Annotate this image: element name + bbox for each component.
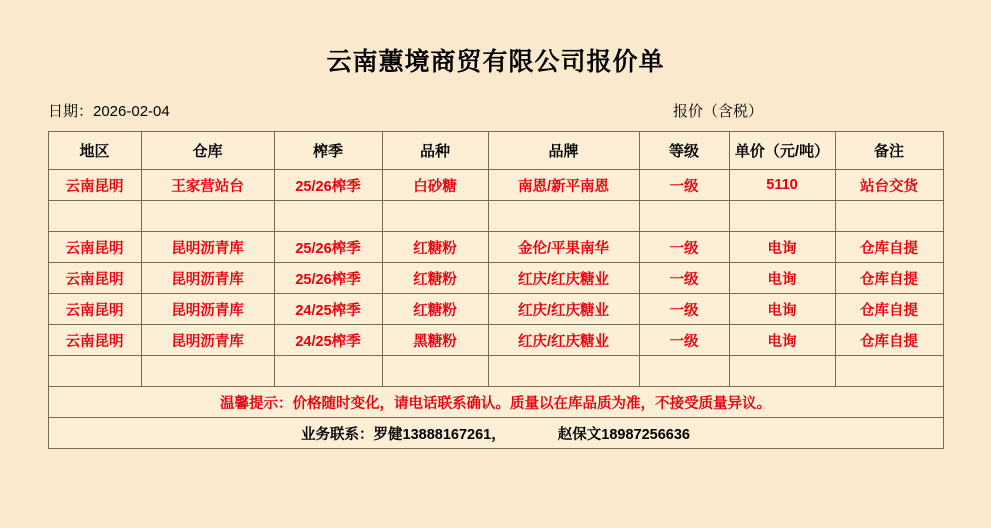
cell-remark: 站台交货	[835, 170, 943, 201]
note-text: 温馨提示：价格随时变化，请电话联系确认。质量以在库品质为准，不接受质量异议。	[48, 387, 943, 418]
cell-grade	[639, 356, 729, 387]
cell-region	[48, 356, 141, 387]
cell-grade: 一级	[639, 325, 729, 356]
table-row-note	[48, 387, 943, 418]
cell-warehouse: 昆明沥青库	[141, 263, 274, 294]
cell-region: 云南昆明	[48, 170, 141, 201]
cell-brand: 金伦/平果南华	[488, 232, 639, 263]
cell-warehouse: 昆明沥青库	[141, 325, 274, 356]
cell-warehouse: 王家营站台	[141, 170, 274, 201]
cell-brand: 红庆/红庆糖业	[488, 294, 639, 325]
cell-remark: 仓库自提	[835, 294, 943, 325]
cell-region: 云南昆明	[48, 294, 141, 325]
cell-warehouse: 昆明沥青库	[141, 294, 274, 325]
column-header-remark: 备注	[835, 132, 943, 170]
column-header-region: 地区	[48, 132, 141, 170]
column-header-price: 单价（元/吨）	[729, 132, 835, 170]
cell-grade: 一级	[639, 170, 729, 201]
table-row	[48, 232, 943, 263]
cell-region: 云南昆明	[48, 232, 141, 263]
cell-price: 5110	[729, 170, 835, 201]
cell-grade	[639, 201, 729, 232]
cell-price: 电询	[729, 294, 835, 325]
cell-price: 电询	[729, 232, 835, 263]
table-row-contact	[48, 418, 943, 449]
cell-season: 25/26榨季	[274, 170, 382, 201]
cell-variety: 白砂糖	[382, 170, 488, 201]
cell-season: 24/25榨季	[274, 325, 382, 356]
cell-region	[48, 201, 141, 232]
table-row	[48, 294, 943, 325]
column-header-warehouse: 仓库	[141, 132, 274, 170]
price-tax-label: 报价（含税）	[672, 103, 763, 120]
cell-region: 云南昆明	[48, 263, 141, 294]
cell-warehouse	[141, 201, 274, 232]
meta-row	[48, 100, 943, 121]
cell-remark: 仓库自提	[835, 263, 943, 294]
contact-cell	[48, 418, 943, 449]
cell-region: 云南昆明	[48, 325, 141, 356]
cell-remark: 仓库自提	[835, 325, 943, 356]
cell-season	[274, 356, 382, 387]
cell-variety: 红糖粉	[382, 294, 488, 325]
table-row-blank	[48, 356, 943, 387]
table-row-blank	[48, 201, 943, 232]
page-title: 云南蕙境商贸有限公司报价单	[326, 48, 665, 76]
cell-warehouse: 昆明沥青库	[141, 232, 274, 263]
cell-variety: 红糖粉	[382, 263, 488, 294]
cell-brand	[488, 201, 639, 232]
cell-warehouse	[141, 356, 274, 387]
cell-brand: 红庆/红庆糖业	[488, 263, 639, 294]
quotation-table	[48, 131, 944, 449]
column-header-brand: 品牌	[488, 132, 639, 170]
cell-grade: 一级	[639, 263, 729, 294]
cell-price: 电询	[729, 263, 835, 294]
table-header-row	[48, 132, 943, 170]
column-header-variety: 品种	[382, 132, 488, 170]
cell-variety	[382, 201, 488, 232]
cell-season: 25/26榨季	[274, 263, 382, 294]
cell-price: 电询	[729, 325, 835, 356]
cell-brand: 南恩/新平南恩	[488, 170, 639, 201]
cell-variety: 红糖粉	[382, 232, 488, 263]
table-row	[48, 170, 943, 201]
column-header-season: 榨季	[274, 132, 382, 170]
cell-variety	[382, 356, 488, 387]
cell-season: 25/26榨季	[274, 232, 382, 263]
cell-price	[729, 201, 835, 232]
table-row	[48, 325, 943, 356]
cell-brand	[488, 356, 639, 387]
column-header-grade: 等级	[639, 132, 729, 170]
cell-remark	[835, 201, 943, 232]
cell-grade: 一级	[639, 232, 729, 263]
contact-prefix: 业务联系：罗健13888167261，	[301, 426, 506, 443]
contact-suffix: 赵保文18987256636	[557, 426, 690, 443]
quote-date: 日期：2026-02-04	[48, 103, 170, 120]
cell-season	[274, 201, 382, 232]
cell-season: 24/25榨季	[274, 294, 382, 325]
table-row	[48, 263, 943, 294]
cell-grade: 一级	[639, 294, 729, 325]
cell-remark	[835, 356, 943, 387]
cell-price	[729, 356, 835, 387]
cell-variety: 黑糖粉	[382, 325, 488, 356]
cell-brand: 红庆/红庆糖业	[488, 325, 639, 356]
cell-remark: 仓库自提	[835, 232, 943, 263]
